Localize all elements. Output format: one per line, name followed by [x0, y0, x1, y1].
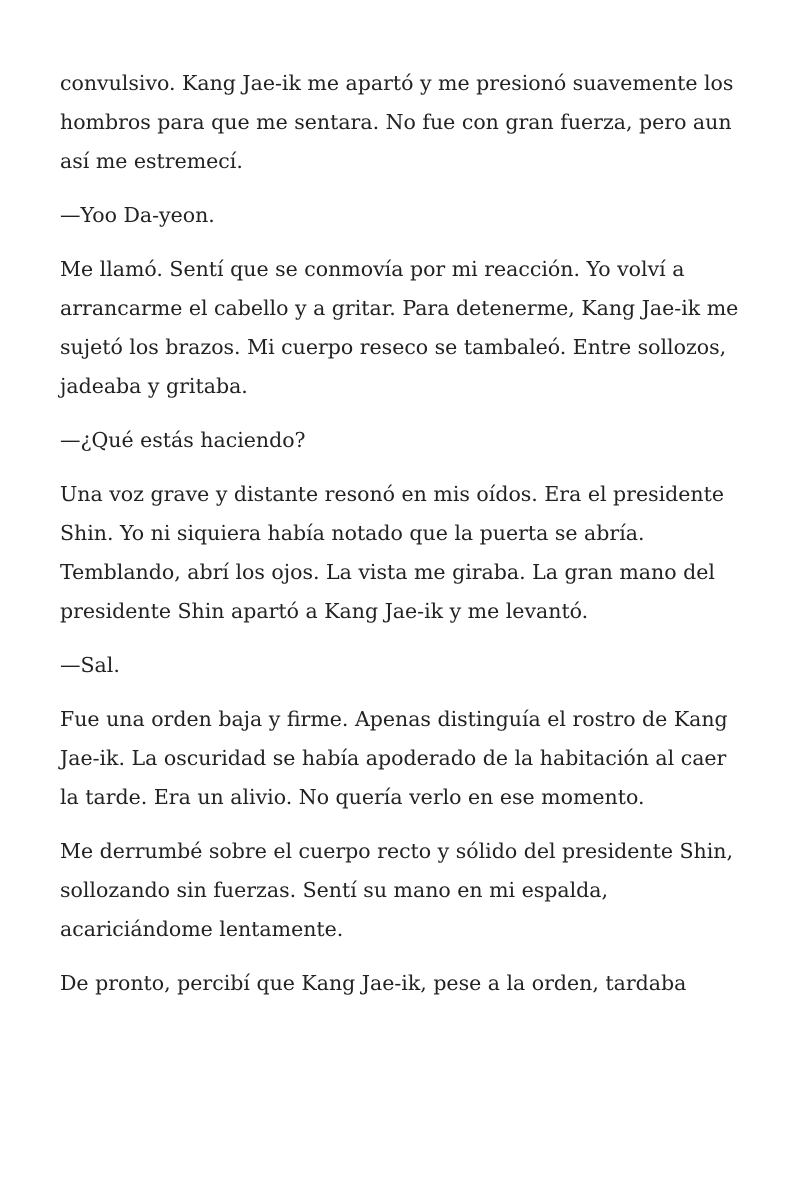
paragraph: Me derrumbé sobre el cuerpo recto y sólido del presidente Shin, sollozando sin fuerzas. Sentí su mano en mi espalda, acariciándome lentamente.: [60, 839, 734, 941]
paragraph: Fue una orden baja y firme. Apenas distinguía el rostro de Kang Jae-ik. La oscuridad se había apoderado de la habitación al caer la tarde. Era un alivio. No quería verlo en ese momento.: [60, 707, 728, 809]
paragraph: Una voz grave y distante resonó en mis oídos. Era el presidente Shin. Yo ni siquiera había notado que la puerta se abría. Temblando, abrí los ojos. La vista me giraba. La gran mano del presidente Shin apartó a Kang Jae-ik y me levantó.: [60, 482, 724, 623]
dialogue-line: —¿Qué estás haciendo?: [60, 428, 306, 452]
paragraph: Me llamó. Sentí que se conmovía por mi reacción. Yo volví a arrancarme el cabello y a gritar. Para detenerme, Kang Jae-ik me sujetó los brazos. Mi cuerpo reseco se tambaleó. Entre sollozos, jadeaba y gritaba.: [60, 257, 739, 398]
reader-page: [60, 64, 750, 1018]
paragraph: convulsivo. Kang Jae-ik me apartó y me presionó suavemente los hombros para que me sentara. No fue con gran fuerza, pero aun así me estremecí.: [60, 71, 734, 173]
paragraph: De pronto, percibí que Kang Jae-ik, pese a la orden, tardaba: [60, 971, 687, 995]
dialogue-line: —Sal.: [60, 653, 120, 677]
dialogue-line: —Yoo Da-yeon.: [60, 203, 215, 227]
